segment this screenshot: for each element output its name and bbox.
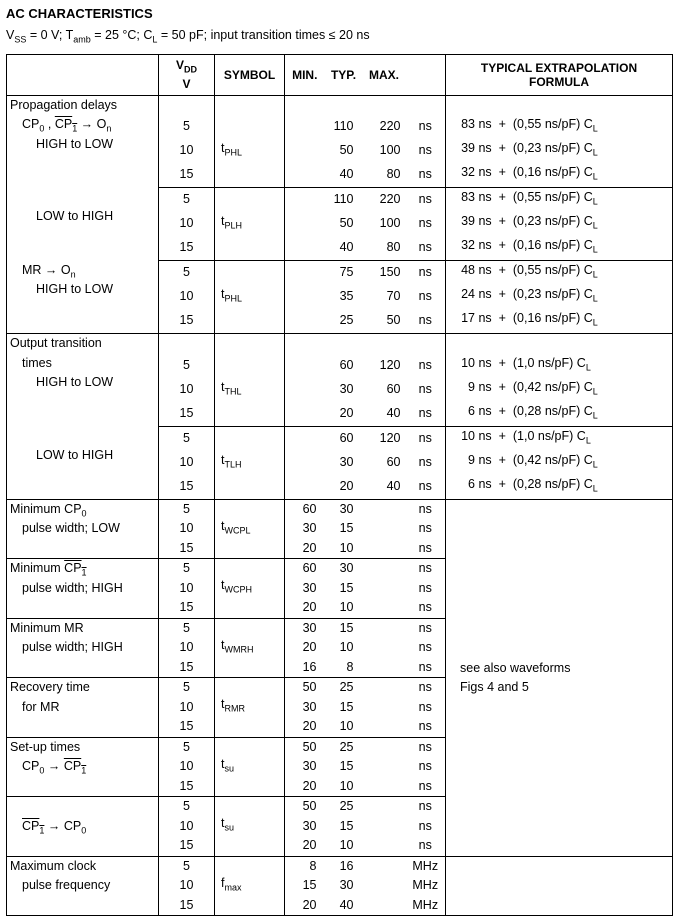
min-cell: 20 (285, 539, 325, 559)
table-row (7, 261, 673, 286)
typ-cell: 30 (325, 451, 363, 475)
min-cell (285, 285, 325, 309)
max-cell (363, 797, 406, 817)
typ-cell: 25 (325, 678, 363, 698)
table-row (7, 334, 673, 354)
max-cell (363, 856, 406, 876)
vdd-cell: 5 (159, 618, 215, 638)
vdd-cell: 10 (159, 876, 215, 896)
parameter-label: Output transition (7, 334, 158, 354)
parameter-label: HIGH to LOW (7, 135, 158, 155)
parameter-cell (7, 797, 159, 857)
vdd-cell: 10 (159, 519, 215, 539)
formula-cell: 39 ns + (0,23 ns/pF) $C_L$ (446, 139, 673, 163)
header-parameter (7, 54, 159, 95)
unit-cell: ns (406, 426, 446, 451)
max-cell: 100 (363, 139, 406, 163)
max-cell (363, 499, 406, 519)
unit-cell: ns (406, 817, 446, 837)
typ-cell: 10 (325, 539, 363, 559)
header-symbol: SYMBOL (215, 54, 285, 95)
formula-cell (446, 856, 673, 876)
min-cell (285, 309, 325, 334)
unit-cell: ns (406, 797, 446, 817)
min-cell: 30 (285, 618, 325, 638)
min-cell: 30 (285, 757, 325, 777)
test-conditions: $V_{SS} = 0$ V; $T_{amb} = 25$ °C; $C_L = 50$ pF; input transition times ≤ 20 ns (6, 28, 675, 45)
min-cell: 50 (285, 737, 325, 757)
min-cell: 30 (285, 698, 325, 718)
max-cell: 40 (363, 475, 406, 500)
typ-cell: 15 (325, 618, 363, 638)
min-cell: 30 (285, 519, 325, 539)
symbol-cell: $t_{THL}$ (215, 354, 285, 427)
max-cell (363, 598, 406, 618)
typ-cell: 10 (325, 638, 363, 658)
max-cell: 60 (363, 451, 406, 475)
formula-cell (446, 876, 673, 896)
max-cell (363, 539, 406, 559)
min-cell (285, 188, 325, 213)
unit-cell: ns (406, 579, 446, 599)
header-vdd: $V_{DD}$ V (159, 54, 215, 95)
vdd-cell: 10 (159, 378, 215, 402)
min-cell (285, 236, 325, 261)
max-cell (363, 817, 406, 837)
typ-cell: 16 (325, 856, 363, 876)
typ-cell: 10 (325, 717, 363, 737)
formula-cell: 17 ns + (0,16 ns/pF) $C_L$ (446, 309, 673, 334)
parameter-label: pulse width; LOW (7, 519, 158, 539)
vdd-cell: 15 (159, 658, 215, 678)
typ-cell: 110 (325, 188, 363, 213)
max-cell: 120 (363, 354, 406, 378)
parameter-spacer (7, 836, 158, 856)
table-body (7, 95, 673, 916)
formula-cell: 32 ns + (0,16 ns/pF) $C_L$ (446, 163, 673, 188)
typ-cell (325, 95, 363, 115)
min-cell (285, 261, 325, 286)
parameter-cell (7, 678, 159, 738)
unit-cell: ns (406, 836, 446, 856)
parameter-spacer (7, 717, 158, 737)
formula-cell: 83 ns + (0,55 ns/pF) $C_L$ (446, 188, 673, 213)
unit-cell: ns (406, 519, 446, 539)
vdd-cell: 5 (159, 737, 215, 757)
parameter-cell (7, 426, 159, 499)
unit-cell: MHz (406, 896, 446, 916)
unit-cell: ns (406, 539, 446, 559)
vdd-cell: 10 (159, 579, 215, 599)
min-cell (285, 212, 325, 236)
max-cell: 220 (363, 188, 406, 213)
unit-cell: MHz (406, 856, 446, 876)
parameter-spacer (7, 227, 158, 247)
parameter-cell (7, 334, 159, 427)
max-cell: 150 (363, 261, 406, 286)
typ-cell: 60 (325, 426, 363, 451)
unit-cell: ns (406, 261, 446, 286)
min-cell (285, 334, 325, 354)
typ-cell: 10 (325, 836, 363, 856)
min-cell (285, 163, 325, 188)
max-cell (363, 95, 406, 115)
parameter-label: HIGH to LOW (7, 373, 158, 393)
max-cell: 120 (363, 426, 406, 451)
parameter-cell (7, 737, 159, 797)
vdd-cell: 10 (159, 285, 215, 309)
formula-cell: 6 ns + (0,28 ns/pF) $C_L$ (446, 475, 673, 500)
typ-cell: 35 (325, 285, 363, 309)
min-cell (285, 475, 325, 500)
symbol-cell: $t_{PLH}$ (215, 188, 285, 261)
vdd-cell: 5 (159, 115, 215, 139)
vdd-cell (159, 334, 215, 354)
max-cell: 60 (363, 378, 406, 402)
parameter-spacer (7, 598, 158, 618)
formula-cell (446, 896, 673, 916)
parameter-spacer (7, 465, 158, 485)
parameter-spacer (7, 393, 158, 413)
typ-cell: 10 (325, 777, 363, 797)
max-cell (363, 717, 406, 737)
max-cell (363, 579, 406, 599)
vdd-cell: 15 (159, 309, 215, 334)
symbol-spacer-cell (215, 334, 285, 354)
unit-cell: ns (406, 163, 446, 188)
min-cell (285, 139, 325, 163)
unit-cell: ns (406, 402, 446, 427)
unit-cell: ns (406, 777, 446, 797)
typ-cell: 8 (325, 658, 363, 678)
parameter-label: Minimum $CP_1$ (7, 559, 158, 579)
vdd-cell: 15 (159, 717, 215, 737)
unit-cell: ns (406, 757, 446, 777)
symbol-cell: $t_{WCPH}$ (215, 559, 285, 619)
symbol-cell: $t_{WMRH}$ (215, 618, 285, 678)
parameter-cell (7, 499, 159, 559)
max-cell: 50 (363, 309, 406, 334)
vdd-cell: 15 (159, 402, 215, 427)
max-cell (363, 737, 406, 757)
max-cell (363, 519, 406, 539)
min-cell: 20 (285, 638, 325, 658)
min-cell: 20 (285, 717, 325, 737)
min-cell: 30 (285, 579, 325, 599)
formula-cell: 10 ns + (1,0 ns/pF) $C_L$ (446, 354, 673, 378)
unit-cell: ns (406, 698, 446, 718)
parameter-cell (7, 95, 159, 188)
typ-cell: 60 (325, 354, 363, 378)
parameter-label: LOW to HIGH (7, 446, 158, 466)
unit-cell: ns (406, 139, 446, 163)
parameter-label: Minimum $CP_0$ (7, 500, 158, 520)
typ-cell (325, 334, 363, 354)
unit-cell: MHz (406, 876, 446, 896)
symbol-cell: $t_{TLH}$ (215, 426, 285, 499)
parameter-label: for MR (7, 698, 158, 718)
parameter-label: Set-up times (7, 738, 158, 758)
parameter-spacer (7, 300, 158, 320)
vdd-cell: 15 (159, 539, 215, 559)
min-cell: 60 (285, 499, 325, 519)
unit-cell: ns (406, 717, 446, 737)
max-cell (363, 698, 406, 718)
max-cell: 80 (363, 163, 406, 188)
typ-cell: 15 (325, 817, 363, 837)
max-cell (363, 638, 406, 658)
table-row (7, 499, 673, 519)
unit-cell: ns (406, 236, 446, 261)
unit-cell: ns (406, 618, 446, 638)
header-max: MAX. (363, 54, 406, 95)
parameter-cell (7, 618, 159, 678)
max-cell (363, 334, 406, 354)
vdd-cell: 10 (159, 212, 215, 236)
typ-cell: 25 (325, 737, 363, 757)
symbol-cell: $t_{WCPL}$ (215, 499, 285, 559)
typ-cell: 30 (325, 876, 363, 896)
parameter-cell (7, 559, 159, 619)
max-cell: 80 (363, 236, 406, 261)
min-cell: 20 (285, 598, 325, 618)
vdd-cell: 5 (159, 354, 215, 378)
unit-cell: ns (406, 354, 446, 378)
parameter-label: Minimum MR (7, 619, 158, 639)
min-cell: 50 (285, 797, 325, 817)
unit-cell: ns (406, 475, 446, 500)
vdd-cell: 15 (159, 236, 215, 261)
max-cell (363, 559, 406, 579)
parameter-label: $CP_1 \to CP_0$ (7, 817, 158, 837)
max-cell (363, 658, 406, 678)
unit-cell (406, 334, 446, 354)
formula-cell: 6 ns + (0,28 ns/pF) $C_L$ (446, 402, 673, 427)
unit-cell: ns (406, 188, 446, 213)
max-cell: 100 (363, 212, 406, 236)
waveforms-note: see also waveforms Figs 4 and 5 (446, 499, 673, 856)
vdd-cell: 15 (159, 836, 215, 856)
vdd-cell: 10 (159, 451, 215, 475)
parameter-label: Recovery time (7, 678, 158, 698)
typ-cell: 20 (325, 475, 363, 500)
parameter-cell (7, 261, 159, 334)
header-min: MIN. (285, 54, 325, 95)
min-cell (285, 451, 325, 475)
formula-cell: 9 ns + (0,42 ns/pF) $C_L$ (446, 451, 673, 475)
vdd-cell: 5 (159, 678, 215, 698)
max-cell: 220 (363, 115, 406, 139)
unit-cell (406, 95, 446, 115)
ac-characteristics-table (6, 54, 673, 916)
unit-cell: ns (406, 212, 446, 236)
parameter-label: pulse width; HIGH (7, 579, 158, 599)
typ-cell: 75 (325, 261, 363, 286)
vdd-cell: 15 (159, 475, 215, 500)
parameter-spacer (7, 539, 158, 559)
typ-cell: 40 (325, 896, 363, 916)
unit-cell: ns (406, 678, 446, 698)
parameter-label: $CP_0$ , $CP_1 \to O_n$ (7, 115, 158, 135)
table-header-row (7, 54, 673, 95)
unit-cell: ns (406, 451, 446, 475)
typ-cell: 110 (325, 115, 363, 139)
unit-cell: ns (406, 737, 446, 757)
formula-cell: 83 ns + (0,55 ns/pF) $C_L$ (446, 115, 673, 139)
typ-cell: 40 (325, 163, 363, 188)
typ-cell: 30 (325, 378, 363, 402)
unit-cell: ns (406, 559, 446, 579)
min-cell: 15 (285, 876, 325, 896)
parameter-label: Propagation delays (7, 96, 158, 116)
unit-cell: ns (406, 309, 446, 334)
parameter-spacer (7, 658, 158, 678)
table-row (7, 426, 673, 451)
parameter-label: MR → $O_n$ (7, 261, 158, 281)
max-cell (363, 836, 406, 856)
typ-cell: 40 (325, 236, 363, 261)
typ-cell: 15 (325, 579, 363, 599)
max-cell (363, 896, 406, 916)
parameter-cell (7, 188, 159, 261)
table-row (7, 856, 673, 876)
parameter-cell (7, 856, 159, 916)
parameter-spacer (7, 426, 158, 446)
symbol-spacer-cell (215, 95, 285, 115)
typ-cell: 10 (325, 598, 363, 618)
page-title: AC CHARACTERISTICS (6, 6, 675, 21)
vdd-cell: 10 (159, 139, 215, 163)
symbol-cell: $f_{max}$ (215, 856, 285, 916)
parameter-label: times (7, 354, 158, 374)
unit-cell: ns (406, 115, 446, 139)
max-cell (363, 618, 406, 638)
parameter-spacer (7, 797, 158, 817)
min-cell (285, 402, 325, 427)
parameter-label: pulse frequency (7, 876, 158, 896)
typ-cell: 30 (325, 499, 363, 519)
table-row (7, 188, 673, 213)
typ-cell: 50 (325, 212, 363, 236)
min-cell (285, 378, 325, 402)
vdd-cell: 10 (159, 698, 215, 718)
formula-cell: 24 ns + (0,23 ns/pF) $C_L$ (446, 285, 673, 309)
min-cell (285, 426, 325, 451)
min-cell (285, 354, 325, 378)
typ-cell: 30 (325, 559, 363, 579)
symbol-cell: $t_{su}$ (215, 797, 285, 857)
header-formula: TYPICAL EXTRAPOLATION FORMULA (446, 54, 673, 95)
vdd-cell: 5 (159, 499, 215, 519)
typ-cell: 25 (325, 797, 363, 817)
typ-cell: 25 (325, 309, 363, 334)
unit-cell: ns (406, 598, 446, 618)
parameter-label: pulse width; HIGH (7, 638, 158, 658)
unit-cell: ns (406, 378, 446, 402)
vdd-cell: 10 (159, 817, 215, 837)
vdd-cell: 15 (159, 598, 215, 618)
parameter-spacer (7, 896, 158, 916)
table-row (7, 95, 673, 115)
min-cell: 50 (285, 678, 325, 698)
symbol-cell: $t_{RMR}$ (215, 678, 285, 738)
vdd-cell: 5 (159, 188, 215, 213)
header-unit (406, 54, 446, 95)
formula-cell: 9 ns + (0,42 ns/pF) $C_L$ (446, 378, 673, 402)
vdd-cell: 15 (159, 777, 215, 797)
max-cell: 70 (363, 285, 406, 309)
min-cell (285, 115, 325, 139)
min-cell: 30 (285, 817, 325, 837)
typ-cell: 20 (325, 402, 363, 427)
vdd-cell: 5 (159, 426, 215, 451)
parameter-label: LOW to HIGH (7, 207, 158, 227)
typ-cell: 15 (325, 698, 363, 718)
unit-cell: ns (406, 638, 446, 658)
vdd-cell: 5 (159, 261, 215, 286)
min-cell (285, 95, 325, 115)
unit-cell: ns (406, 499, 446, 519)
vdd-cell: 5 (159, 559, 215, 579)
parameter-label: Maximum clock (7, 857, 158, 877)
min-cell: 20 (285, 896, 325, 916)
unit-cell: ns (406, 658, 446, 678)
formula-cell: 39 ns + (0,23 ns/pF) $C_L$ (446, 212, 673, 236)
parameter-spacer (7, 777, 158, 797)
max-cell (363, 876, 406, 896)
min-cell: 8 (285, 856, 325, 876)
unit-cell: ns (406, 285, 446, 309)
parameter-spacer (7, 154, 158, 174)
parameter-label: HIGH to LOW (7, 280, 158, 300)
vdd-cell: 5 (159, 856, 215, 876)
typ-cell: 50 (325, 139, 363, 163)
min-cell: 20 (285, 777, 325, 797)
vdd-cell (159, 95, 215, 115)
formula-cell (446, 95, 673, 115)
vdd-cell: 5 (159, 797, 215, 817)
max-cell (363, 777, 406, 797)
max-cell: 40 (363, 402, 406, 427)
vdd-cell: 15 (159, 896, 215, 916)
symbol-cell: $t_{su}$ (215, 737, 285, 797)
min-cell: 16 (285, 658, 325, 678)
parameter-label: $CP_0 \to CP_1$ (7, 757, 158, 777)
vdd-cell: 10 (159, 757, 215, 777)
formula-cell: 10 ns + (1,0 ns/pF) $C_L$ (446, 426, 673, 451)
formula-cell (446, 334, 673, 354)
typ-cell: 15 (325, 757, 363, 777)
vdd-cell: 15 (159, 163, 215, 188)
header-typ: TYP. (325, 54, 363, 95)
vdd-cell: 10 (159, 638, 215, 658)
parameter-spacer (7, 188, 158, 208)
max-cell (363, 757, 406, 777)
symbol-cell: $t_{PHL}$ (215, 261, 285, 334)
max-cell (363, 678, 406, 698)
min-cell: 20 (285, 836, 325, 856)
typ-cell: 15 (325, 519, 363, 539)
symbol-cell: $t_{PHL}$ (215, 115, 285, 188)
formula-cell: 48 ns + (0,55 ns/pF) $C_L$ (446, 261, 673, 286)
min-cell: 60 (285, 559, 325, 579)
formula-cell: 32 ns + (0,16 ns/pF) $C_L$ (446, 236, 673, 261)
